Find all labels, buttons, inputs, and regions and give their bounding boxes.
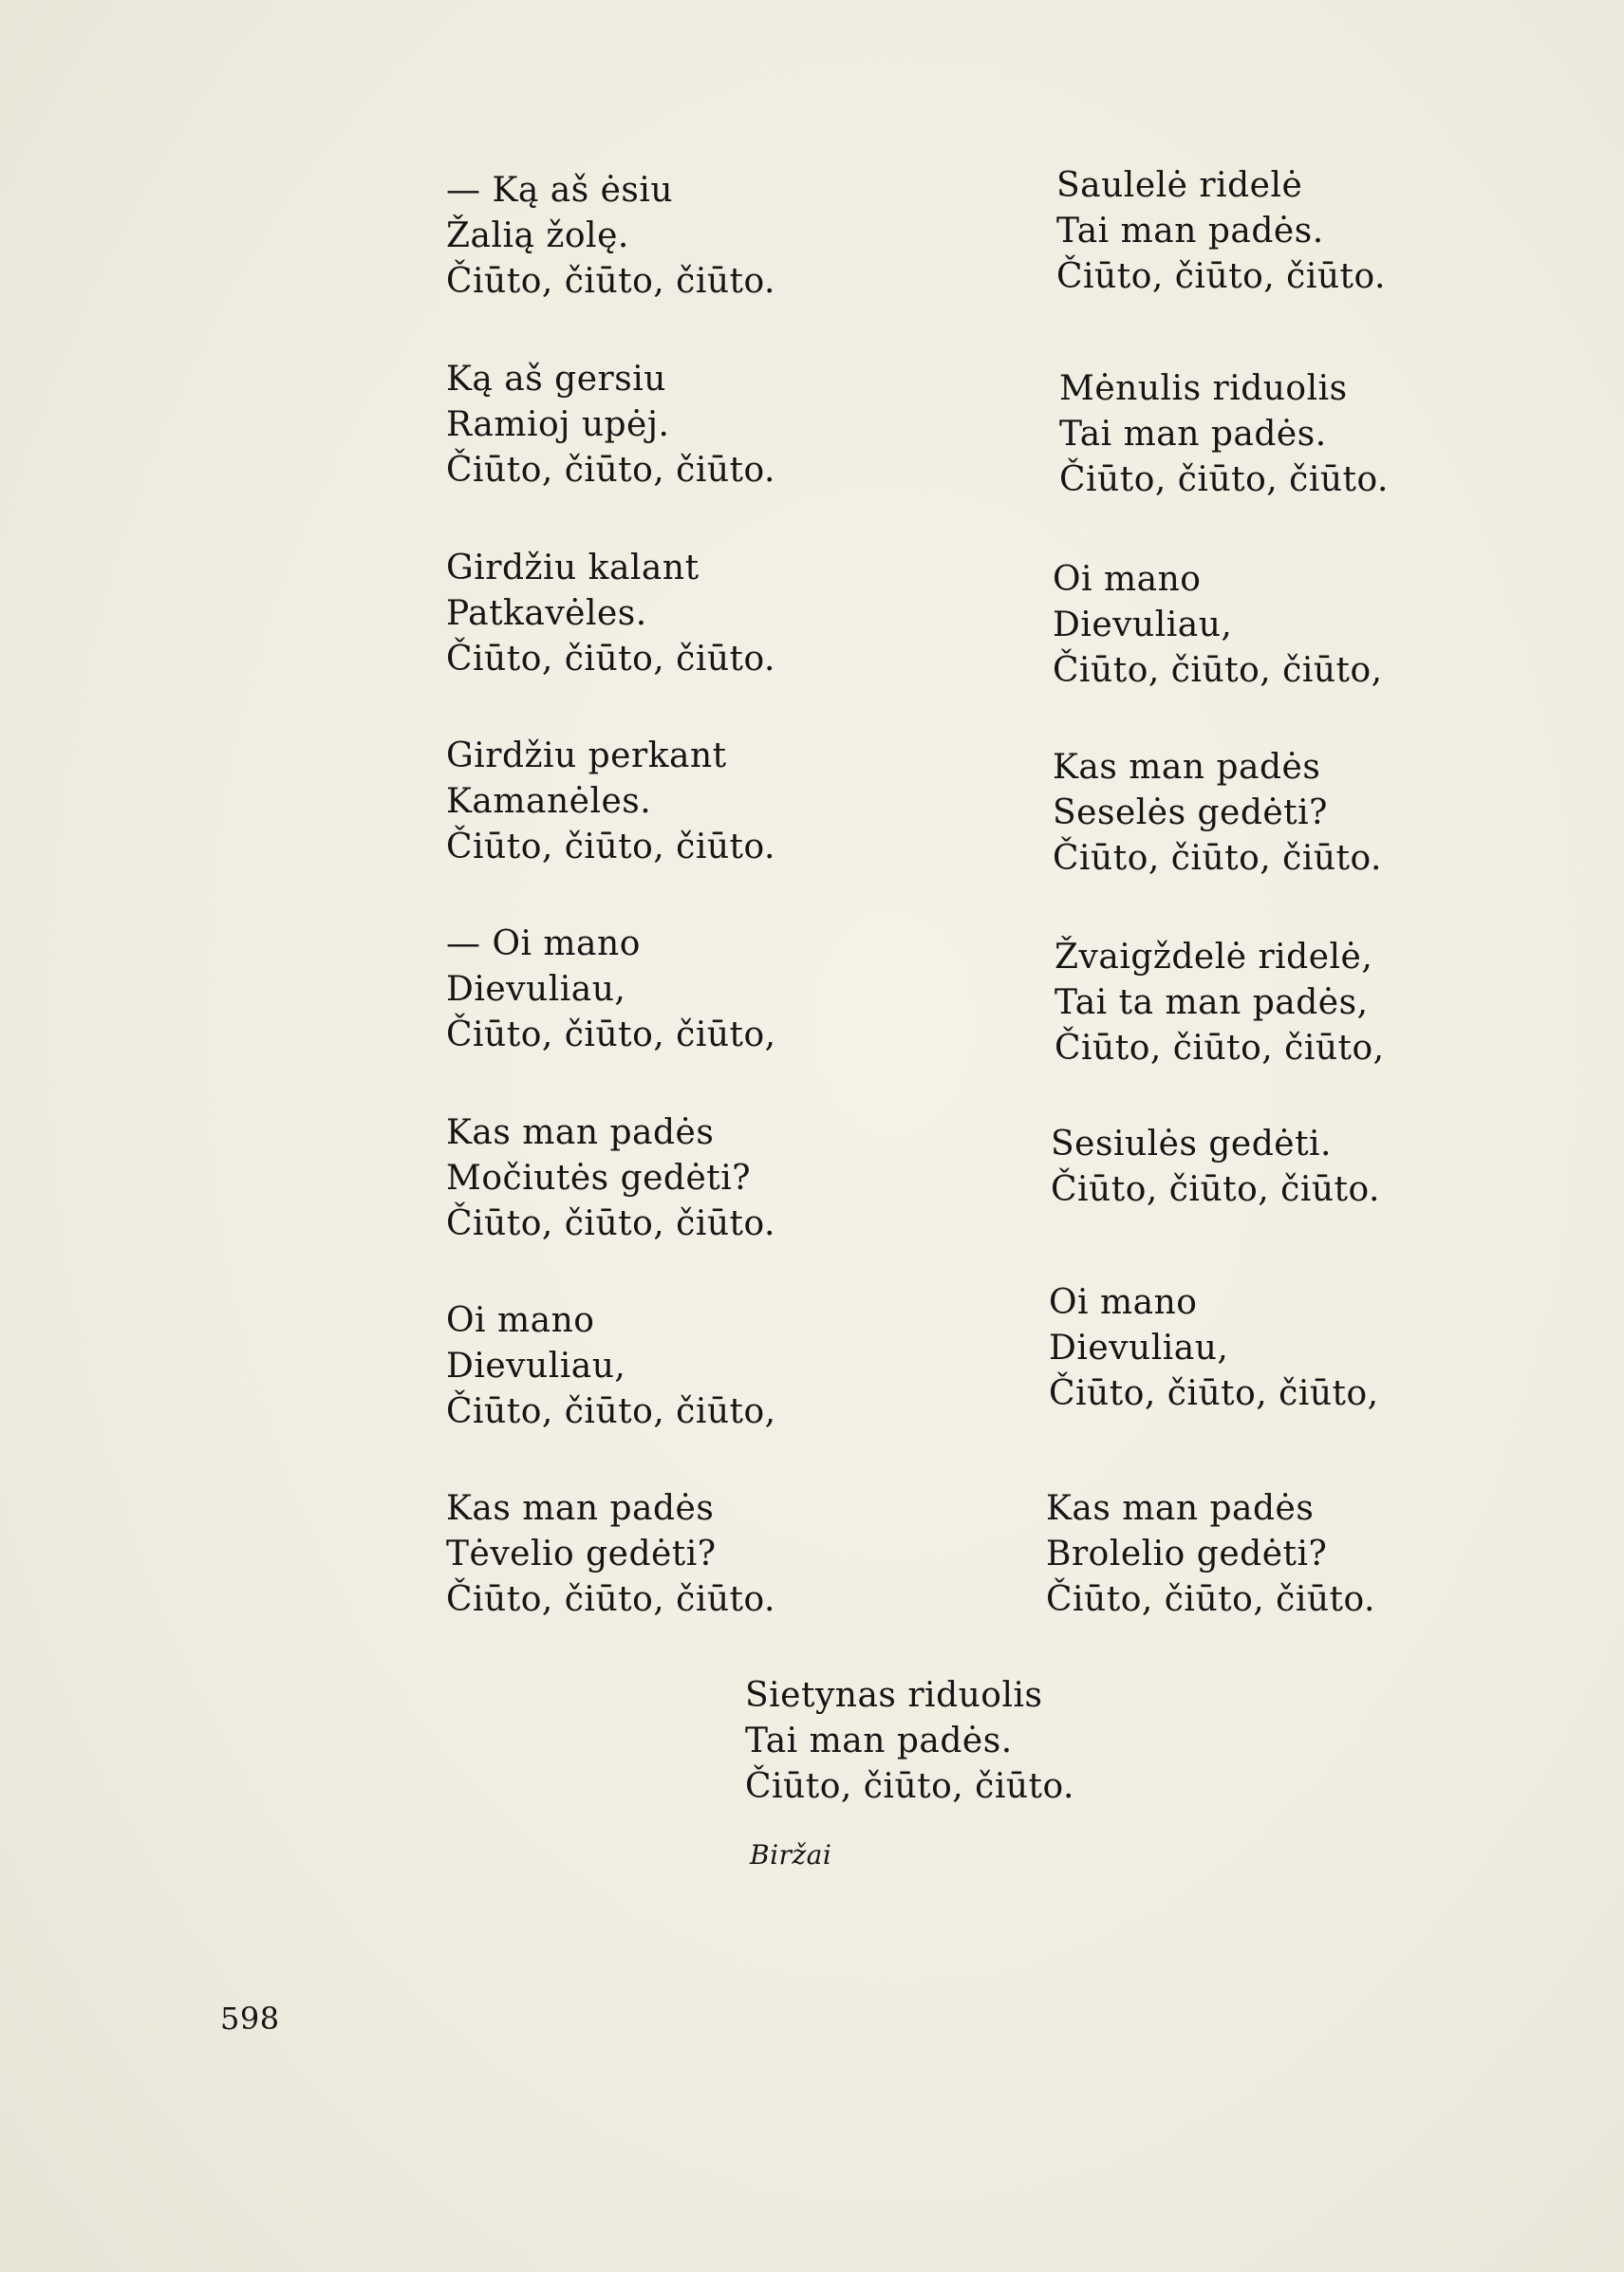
stanza (1055, 935, 1385, 1071)
verse-line: Čiūto, čiūto, čiūto. (745, 1767, 1074, 1806)
stanza (446, 168, 775, 305)
stanza (1053, 557, 1383, 694)
verse-line: Brolelio gedėti? (1046, 1535, 1328, 1574)
stanza (1056, 163, 1386, 300)
verse-line: Čiūto, čiūto, čiūto. (446, 262, 775, 301)
stanza (446, 1486, 775, 1623)
verse-line: Oi mano (1053, 560, 1202, 599)
stanza (1049, 1280, 1379, 1417)
verse-line: Čiūto, čiūto, čiūto, (446, 1015, 776, 1054)
verse-line: Sietynas riduolis (745, 1676, 1043, 1715)
stanza (1046, 1486, 1375, 1623)
stanza (1051, 1122, 1380, 1213)
verse-line: Čiūto, čiūto, čiūto. (446, 1204, 775, 1243)
verse-line: Seselės gedėti? (1053, 793, 1328, 832)
verse-line: Močiutės gedėti? (446, 1159, 752, 1198)
verse-line: Čiūto, čiūto, čiūto. (1053, 839, 1382, 878)
page-number: 598 (220, 2001, 280, 2037)
verse-line: Tai ta man padės, (1055, 983, 1369, 1022)
verse-line: Oi mano (446, 1301, 595, 1340)
verse-line: Čiūto, čiūto, čiūto. (1046, 1580, 1375, 1619)
verse-line: Tai man padės. (1056, 212, 1324, 251)
verse-line: Kas man padės (1046, 1489, 1315, 1528)
verse-line: Girdžiu kalant (446, 549, 700, 587)
verse-line: Čiūto, čiūto, čiūto. (446, 828, 775, 866)
verse-line: Saulelė ridelė (1056, 166, 1303, 205)
verse-line: Dievuliau, (1049, 1329, 1229, 1368)
stanza (1053, 745, 1382, 882)
verse-line: Kas man padės (446, 1489, 715, 1528)
verse-line: Tai man padės. (1059, 415, 1327, 454)
stanza (446, 734, 775, 870)
stanza (446, 357, 775, 494)
verse-line: Tėvelio gedėti? (446, 1535, 717, 1574)
verse-line: Čiūto, čiūto, čiūto. (1059, 460, 1389, 499)
verse-line: Čiūto, čiūto, čiūto. (1051, 1170, 1380, 1209)
verse-line: Oi mano (1049, 1283, 1198, 1322)
verse-line: Kas man padės (1053, 748, 1321, 787)
verse-line: Čiūto, čiūto, čiūto, (1049, 1374, 1379, 1413)
stanza (446, 1110, 775, 1247)
verse-line: Patkavėles. (446, 594, 647, 633)
verse-line: Čiūto, čiūto, čiūto, (446, 1392, 776, 1431)
stanza (446, 1298, 776, 1435)
verse-line: Čiūto, čiūto, čiūto, (1053, 651, 1383, 690)
final-stanza (745, 1673, 1074, 1810)
verse-line: Ką aš gersiu (446, 360, 666, 399)
stanza (446, 546, 775, 682)
verse-line: Čiūto, čiūto, čiūto. (446, 640, 775, 679)
verse-line: Mėnulis riduolis (1059, 369, 1348, 408)
stanza (1059, 366, 1389, 503)
verse-line: Kas man padės (446, 1113, 715, 1152)
verse-line: Dievuliau, (446, 970, 626, 1009)
verse-line: Žalią žolę. (446, 216, 629, 255)
verse-line: Ramioj upėj. (446, 405, 670, 444)
verse-line: Čiūto, čiūto, čiūto. (446, 451, 775, 490)
verse-line: Tai man padės. (745, 1722, 1013, 1760)
verse-line: Sesiulės gedėti. (1051, 1125, 1332, 1164)
stanza (446, 922, 776, 1058)
verse-line: Dievuliau, (446, 1347, 626, 1386)
verse-line: — Oi mano (446, 924, 641, 963)
verse-line: Girdžiu perkant (446, 736, 727, 775)
verse-line: Čiūto, čiūto, čiūto, (1055, 1029, 1385, 1068)
verse-line: Žvaigždelė ridelė, (1055, 938, 1373, 977)
verse-line: — Ką aš ėsiu (446, 171, 674, 210)
verse-line: Čiūto, čiūto, čiūto. (1056, 257, 1386, 296)
verse-line: Dievuliau, (1053, 605, 1233, 644)
place-name: Biržai (750, 1839, 832, 1871)
verse-line: Kamanėles. (446, 782, 652, 821)
verse-line: Čiūto, čiūto, čiūto. (446, 1580, 775, 1619)
